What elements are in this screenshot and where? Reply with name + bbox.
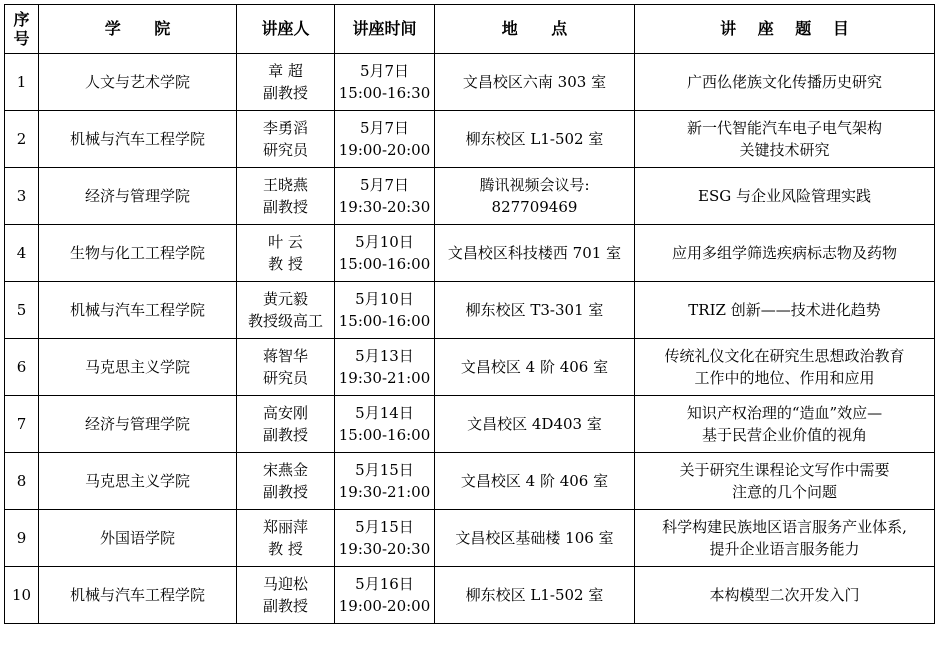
- speaker-title: 研究员: [262, 369, 308, 387]
- lecture-date: 5月13日: [355, 347, 414, 365]
- lecture-date: 5月7日: [359, 62, 410, 80]
- header-time: 讲座时间: [335, 5, 435, 54]
- speaker-cell: [237, 339, 335, 396]
- time-cell: [335, 168, 435, 225]
- speaker-name: 宋燕金: [262, 461, 308, 479]
- header-topic: 讲 座 题 目: [635, 5, 935, 54]
- lecture-time: 15:00-16:00: [338, 312, 431, 330]
- lecture-date: 5月7日: [359, 176, 410, 194]
- header-location: 地 点: [435, 5, 635, 54]
- time-cell: [335, 567, 435, 624]
- location-cell: [435, 111, 635, 168]
- lecture-date: 5月10日: [355, 290, 414, 308]
- table-row: [5, 282, 935, 339]
- topic-cell: [635, 567, 935, 624]
- college-cell: 经济与管理学院: [39, 168, 237, 225]
- speaker-title: 教 授: [268, 540, 303, 558]
- speaker-title: 副教授: [262, 426, 308, 444]
- lecture-time: 19:30-21:00: [338, 483, 431, 501]
- time-cell: [335, 225, 435, 282]
- college-cell: 人文与艺术学院: [39, 54, 237, 111]
- table-header-row: [5, 5, 935, 54]
- table-row: [5, 339, 935, 396]
- location-line1: 文昌校区基础楼 106 室: [455, 529, 614, 547]
- speaker-title: 研究员: [262, 141, 308, 159]
- lecture-time: 15:00-16:00: [338, 255, 431, 273]
- speaker-name: 黄元毅: [262, 290, 308, 308]
- time-cell: [335, 396, 435, 453]
- speaker-cell: [237, 111, 335, 168]
- seq-cell: 5: [5, 282, 39, 339]
- college-cell: 经济与管理学院: [39, 396, 237, 453]
- seq-cell: 7: [5, 396, 39, 453]
- location-line1: 文昌校区 4 阶 406 室: [460, 472, 609, 490]
- speaker-cell: [237, 168, 335, 225]
- table-row: [5, 567, 935, 624]
- location-line1: 柳东校区 L1-502 室: [465, 586, 604, 604]
- college-cell: 机械与汽车工程学院: [39, 567, 237, 624]
- seq-cell: 1: [5, 54, 39, 111]
- table-row: [5, 225, 935, 282]
- speaker-name: 高安刚: [262, 404, 308, 422]
- topic-line2: 基于民营企业价值的视角: [701, 426, 867, 444]
- speaker-cell: [237, 453, 335, 510]
- location-line1: 文昌校区 4 阶 406 室: [460, 358, 609, 376]
- location-cell: [435, 453, 635, 510]
- topic-line1: 应用多组学筛选疾病标志物及药物: [671, 244, 897, 262]
- seq-cell: 2: [5, 111, 39, 168]
- table-row: [5, 111, 935, 168]
- lecture-time: 19:30-20:30: [338, 198, 431, 216]
- lecture-date: 5月14日: [355, 404, 414, 422]
- topic-line1: 广西仫佬族文化传播历史研究: [686, 73, 882, 91]
- location-line1: 文昌校区六南 303 室: [462, 73, 607, 91]
- location-line1: 柳东校区 T3-301 室: [465, 301, 604, 319]
- speaker-name: 李勇滔: [262, 119, 308, 137]
- topic-line1: 新一代智能汽车电子电气架构: [686, 119, 882, 137]
- speaker-name: 王晓燕: [262, 176, 308, 194]
- speaker-title: 副教授: [262, 198, 308, 216]
- lecture-time: 19:30-20:30: [338, 540, 431, 558]
- location-cell: [435, 168, 635, 225]
- speaker-title: 副教授: [262, 84, 308, 102]
- speaker-title: 副教授: [262, 483, 308, 501]
- speaker-name: 郑丽萍: [262, 518, 308, 536]
- topic-cell: [635, 111, 935, 168]
- college-cell: 外国语学院: [39, 510, 237, 567]
- lecture-time: 19:00-20:00: [338, 141, 431, 159]
- location-cell: [435, 510, 635, 567]
- time-cell: [335, 282, 435, 339]
- seq-cell: 8: [5, 453, 39, 510]
- speaker-cell: [237, 282, 335, 339]
- time-cell: [335, 339, 435, 396]
- seq-cell: 6: [5, 339, 39, 396]
- topic-line1: 关于研究生课程论文写作中需要: [679, 461, 890, 479]
- lecture-date: 5月15日: [355, 461, 414, 479]
- speaker-name: 马迎松: [262, 575, 308, 593]
- table-row: [5, 453, 935, 510]
- seq-cell: 9: [5, 510, 39, 567]
- lecture-date: 5月15日: [355, 518, 414, 536]
- lecture-date: 5月16日: [355, 575, 414, 593]
- location-cell: [435, 282, 635, 339]
- speaker-name: 叶 云: [268, 233, 303, 251]
- lecture-time: 19:00-20:00: [338, 597, 431, 615]
- topic-cell: [635, 282, 935, 339]
- lecture-date: 5月7日: [359, 119, 410, 137]
- seq-cell: 3: [5, 168, 39, 225]
- topic-cell: [635, 453, 935, 510]
- time-cell: [335, 111, 435, 168]
- topic-line1: 知识产权治理的“造血”效应—: [686, 404, 883, 422]
- lecture-time: 15:00-16:30: [338, 84, 431, 102]
- location-cell: [435, 339, 635, 396]
- table-row: [5, 510, 935, 567]
- location-line1: 腾讯视频会议号:: [479, 176, 590, 194]
- speaker-cell: [237, 510, 335, 567]
- location-cell: [435, 567, 635, 624]
- speaker-title: 教授级高工: [247, 312, 323, 330]
- seq-cell: 10: [5, 567, 39, 624]
- topic-line2: 工作中的地位、作用和应用: [694, 369, 875, 387]
- speaker-name: 蒋智华: [262, 347, 308, 365]
- header-seq: 序 号: [5, 5, 39, 54]
- time-cell: [335, 453, 435, 510]
- header-college: 学 院: [39, 5, 237, 54]
- table-row: [5, 396, 935, 453]
- topic-line2: 关键技术研究: [739, 141, 830, 159]
- location-line1: 文昌校区 4D403 室: [467, 415, 602, 433]
- topic-cell: [635, 339, 935, 396]
- speaker-name: 章 超: [268, 62, 303, 80]
- table-row: [5, 168, 935, 225]
- college-cell: 生物与化工工程学院: [39, 225, 237, 282]
- location-line2: 827709469: [491, 198, 578, 216]
- topic-line2: 注意的几个问题: [731, 483, 837, 501]
- topic-line1: 科学构建民族地区语言服务产业体系,: [662, 518, 907, 536]
- lecture-schedule-table: [4, 4, 935, 624]
- speaker-cell: [237, 225, 335, 282]
- topic-cell: [635, 225, 935, 282]
- speaker-title: 教 授: [268, 255, 303, 273]
- topic-cell: [635, 54, 935, 111]
- location-line1: 柳东校区 L1-502 室: [465, 130, 604, 148]
- topic-cell: [635, 168, 935, 225]
- lecture-time: 15:00-16:00: [338, 426, 431, 444]
- topic-line1: ESG 与企业风险管理实践: [698, 187, 871, 205]
- topic-line1: 传统礼仪文化在研究生思想政治教育: [664, 347, 905, 365]
- location-cell: [435, 225, 635, 282]
- location-cell: [435, 396, 635, 453]
- time-cell: [335, 510, 435, 567]
- speaker-cell: [237, 567, 335, 624]
- table-body: [5, 54, 935, 624]
- college-cell: 机械与汽车工程学院: [39, 282, 237, 339]
- speaker-cell: [237, 396, 335, 453]
- seq-cell: 4: [5, 225, 39, 282]
- location-cell: [435, 54, 635, 111]
- speaker-cell: [237, 54, 335, 111]
- header-speaker: 讲座人: [237, 5, 335, 54]
- college-cell: 马克思主义学院: [39, 339, 237, 396]
- time-cell: [335, 54, 435, 111]
- college-cell: 机械与汽车工程学院: [39, 111, 237, 168]
- location-line1: 文昌校区科技楼西 701 室: [447, 244, 622, 262]
- topic-line1: TRIZ 创新——技术进化趋势: [688, 301, 881, 319]
- topic-line1: 本构模型二次开发入门: [709, 586, 860, 604]
- table-row: [5, 54, 935, 111]
- lecture-date: 5月10日: [355, 233, 414, 251]
- topic-cell: [635, 396, 935, 453]
- lecture-time: 19:30-21:00: [338, 369, 431, 387]
- speaker-title: 副教授: [262, 597, 308, 615]
- topic-line2: 提升企业语言服务能力: [709, 540, 860, 558]
- college-cell: 马克思主义学院: [39, 453, 237, 510]
- topic-cell: [635, 510, 935, 567]
